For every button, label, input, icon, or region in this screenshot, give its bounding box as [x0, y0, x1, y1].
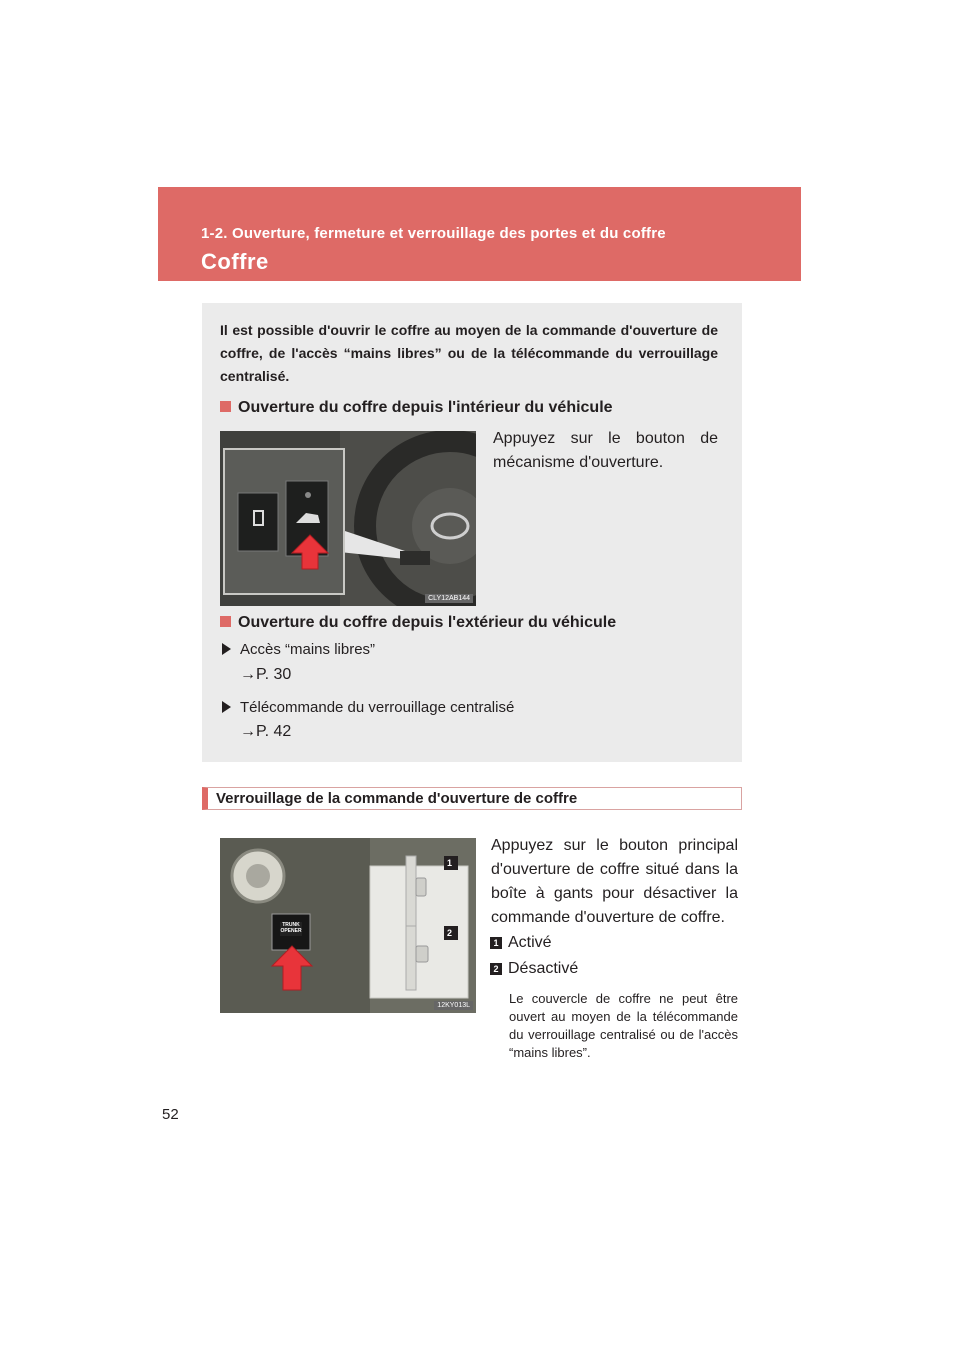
inside-instruction-text: Appuyez sur le bouton de mécanisme d'ouverture.	[493, 430, 718, 471]
trunk-opener-button-label: TRUNK OPENER	[280, 922, 302, 934]
page-reference-link[interactable]: →P. 42	[240, 723, 292, 740]
inside-opening-heading: Ouverture du coffre depuis l'intérieur du véhicule	[220, 399, 613, 417]
chapter-header	[158, 187, 801, 281]
photo-code: 12KY013L	[434, 1001, 473, 1010]
triangle-bullet-icon	[222, 643, 231, 655]
state-item-enabled: 1 Activé	[490, 934, 552, 952]
glovebox-photo-illustration	[220, 838, 476, 1013]
info-box	[202, 303, 742, 762]
interior-photo-illustration	[220, 431, 476, 606]
photo-code: CLY12AB144	[425, 594, 473, 603]
intro-text: Il est possible d'ouvrir le coffre au moyen de la commande d'ouverture de coffre, de l'accès “mains libres” ou de la télécommande du verrouillage centralisé.	[220, 322, 718, 384]
list-item-remote: Télécommande du verrouillage centralisé	[222, 699, 514, 716]
page-title: Coffre	[201, 249, 269, 274]
lock-section-heading: Verrouillage de la commande d'ouverture de coffre	[202, 787, 742, 810]
lock-instruction-text: Appuyez sur le bouton principal d'ouverture de coffre situé dans la boîte à gants pour désactiver la commande d'ouverture de coffre.	[491, 837, 738, 926]
square-bullet-icon	[220, 616, 231, 627]
callout-1-label: 1	[447, 858, 453, 868]
page-number: 52	[162, 1106, 179, 1123]
list-item-hands-free: Accès “mains libres”	[222, 641, 375, 658]
section-label: 1-2. Ouverture, fermeture et verrouillage des portes et du coffre	[201, 225, 666, 242]
number-badge: 1	[490, 937, 502, 949]
number-badge: 2	[490, 963, 502, 975]
triangle-bullet-icon	[222, 701, 231, 713]
outside-opening-heading: Ouverture du coffre depuis l'extérieur du véhicule	[220, 614, 616, 632]
square-bullet-icon	[220, 401, 231, 412]
state-item-disabled: 2 Désactivé	[490, 960, 578, 978]
glovebox-trunk-opener-photo	[220, 838, 476, 1013]
disabled-note-text: Le couvercle de coffre ne peut être ouvert au moyen de la télécommande du verrouillage centralisé ou de l'accès “mains libres”.	[509, 991, 738, 1060]
page-reference-link[interactable]: →P. 30	[240, 666, 292, 683]
interior-trunk-button-photo	[220, 431, 476, 606]
callout-2-label: 2	[447, 928, 453, 938]
